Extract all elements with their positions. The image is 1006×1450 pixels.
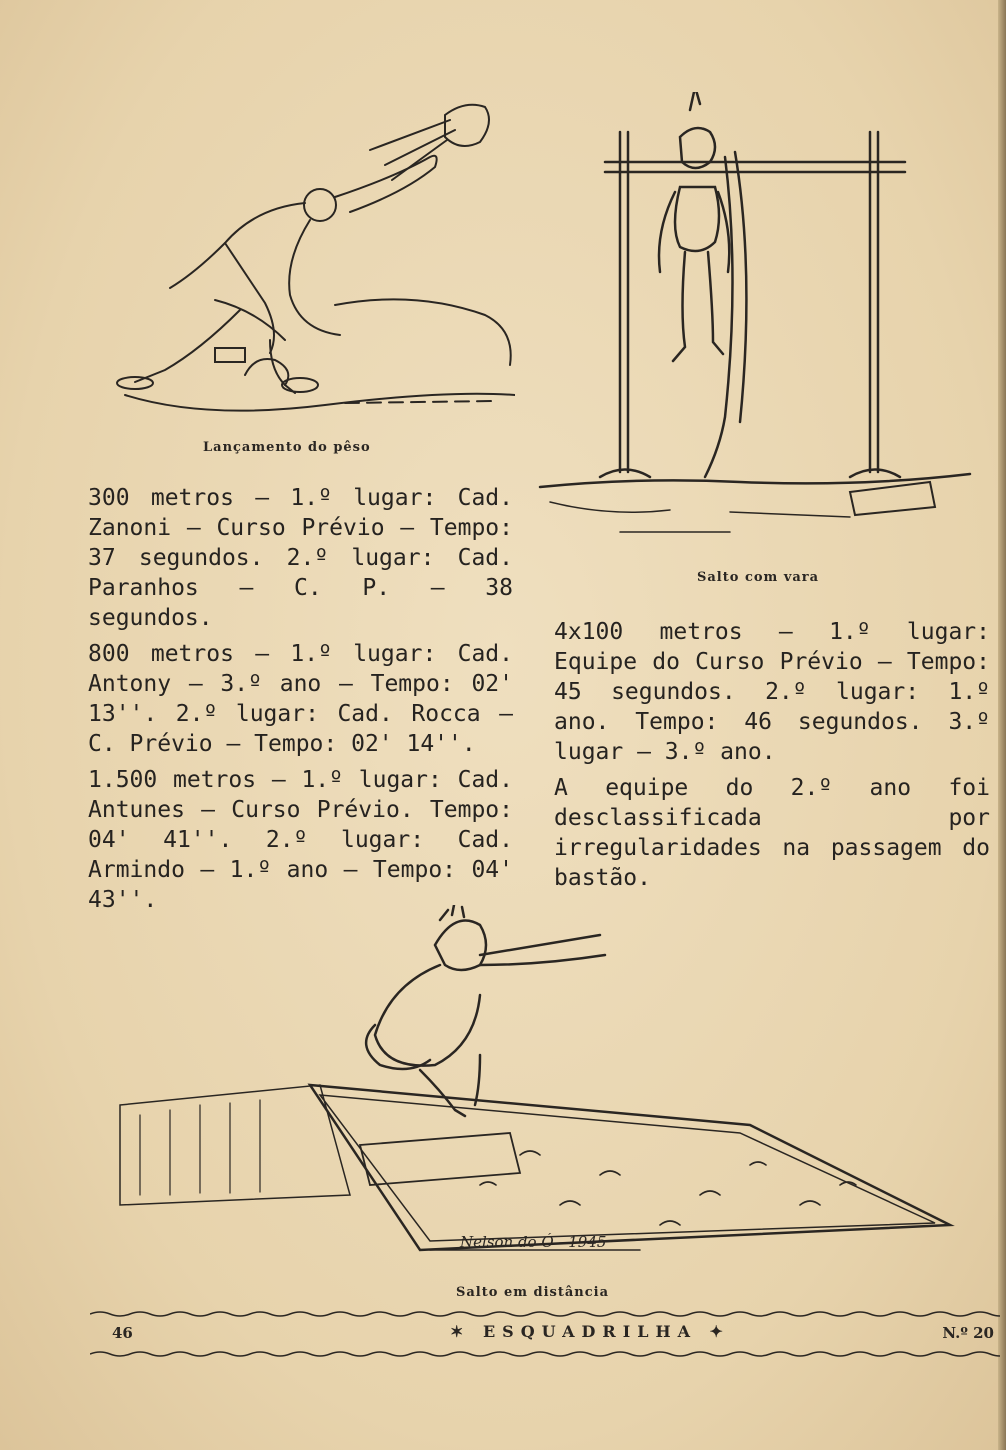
result-1500m: 1.500 metros — 1.º lugar: Cad. Antunes — Curso Prévio. Tempo: 04' 41''. 2.º lugar: Cad. Armindo — 1.º ano — Tempo: 04' 43''. [88, 767, 513, 913]
pole-vault-caption: Salto com vara [697, 570, 820, 585]
footer-top-rule [90, 1310, 1000, 1318]
right-column [554, 617, 990, 893]
result-4x100: 4x100 metros — 1.º lugar: Equipe do Curso Prévio — Tempo: 45 segundos. 2.º lugar: 1.º ano. Tempo: 46 segundos. 3.º lugar — 3.º ano. [554, 619, 990, 765]
result-800m: 800 metros — 1.º lugar: Cad. Antony — 3.º ano — Tempo: 02' 13''. 2.º lugar: Cad. Rocca — C. Prévio — Tempo: 02' 14''. [88, 641, 513, 757]
page-spine-edge [998, 0, 1006, 1450]
left-column [88, 483, 513, 915]
shot-put-caption: Lançamento do pêso [203, 440, 371, 455]
artist-signature: Nelson do Ó - 1945 [460, 1233, 607, 1251]
page-number: 46 [112, 1324, 133, 1342]
magazine-name: ✶ ESQUADRILHA ✦ [450, 1322, 730, 1341]
shot-put-illustration [95, 85, 515, 425]
long-jump-caption: Salto em distância [456, 1285, 610, 1300]
pole-vault-illustration [530, 92, 990, 552]
footer-bottom-rule [90, 1350, 1000, 1358]
disqualification-note: A equipe do 2.º ano foi desclassificada por irregularidades na passagem do bastão. [554, 775, 990, 891]
long-jump-illustration [100, 905, 980, 1265]
result-300m: 300 metros — 1.º lugar: Cad. Zanoni — Curso Prévio — Tempo: 37 segundos. 2.º lugar: Cad. Paranhos — C. P. — 38 segundos. [88, 485, 513, 631]
issue-number: N.º 20 [942, 1324, 994, 1342]
page-footer [90, 1310, 1000, 1366]
